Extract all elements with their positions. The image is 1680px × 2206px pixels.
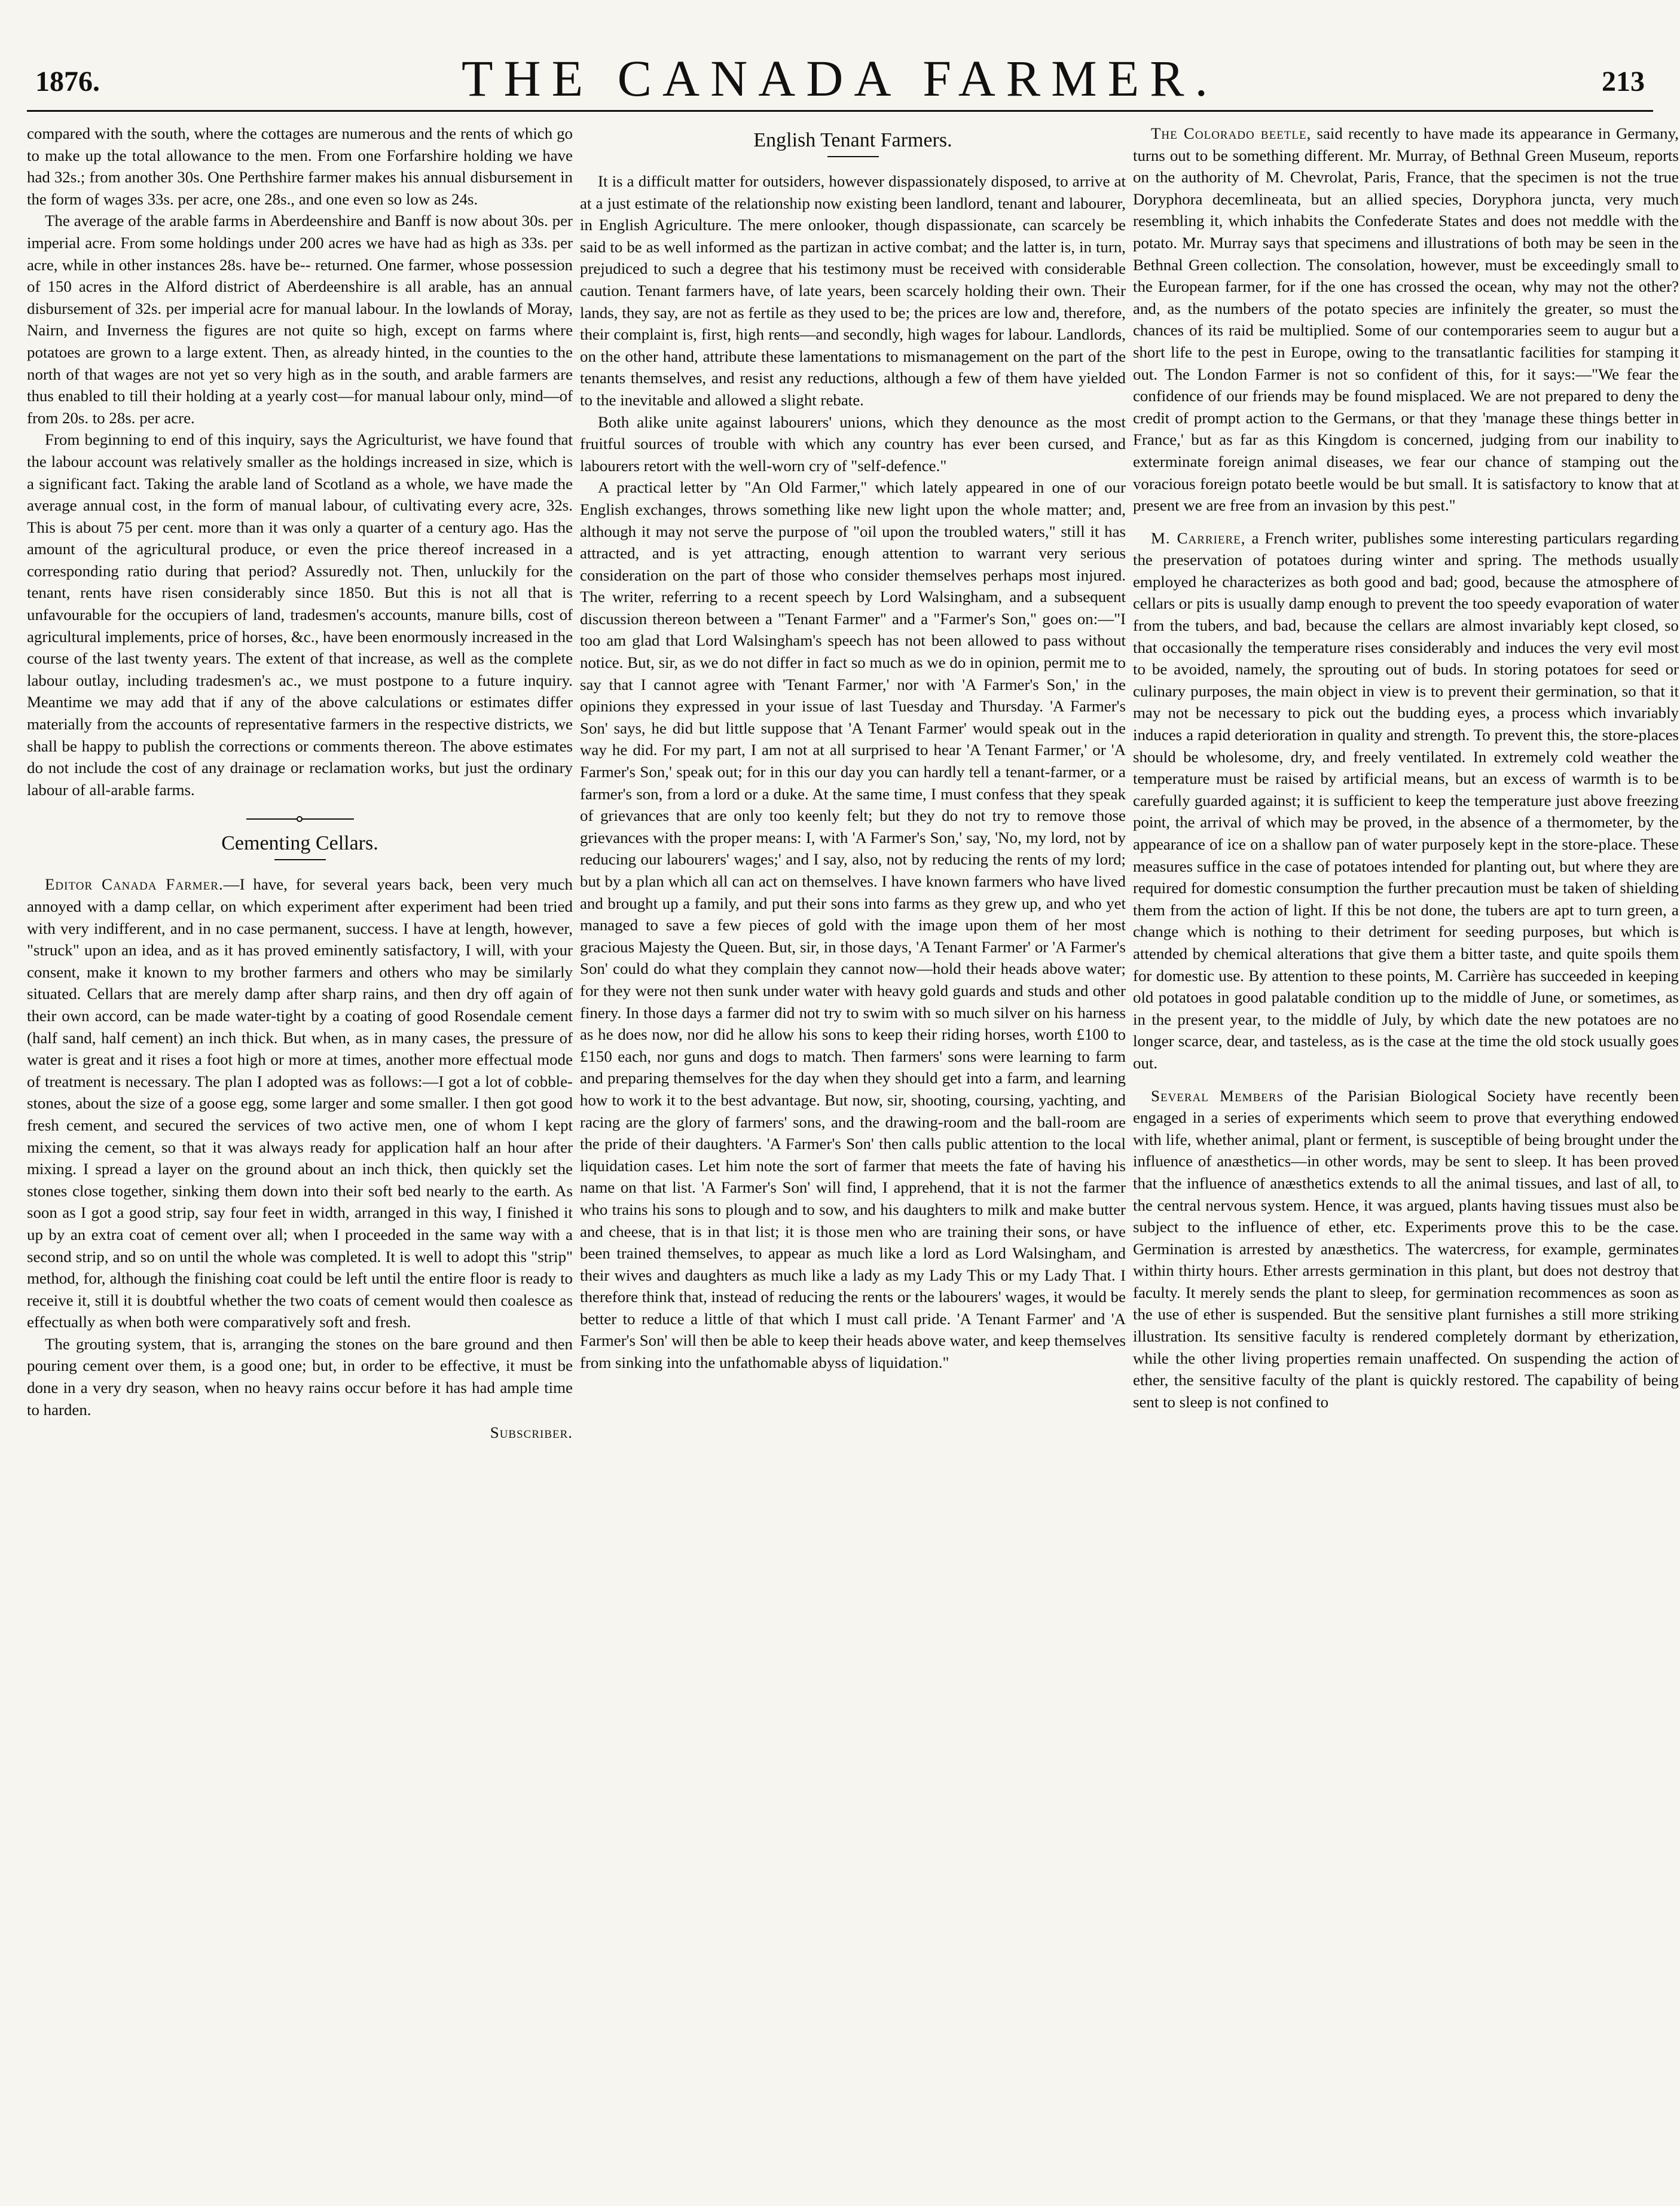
masthead [27, 43, 1653, 112]
article-paragraph [27, 873, 573, 1333]
paragraph-text: said recently to have made its appearance in Germany, turns out to be something different. Mr. Murray, of Bethnal Green Museum, reports on the authority of M. Chevrolat, Paris, France, that the specimen is not the true Doryphora decemlineata, but an allied species, Doryphora juncta, very much resembling it, which inhabits the Confederate States and does not meddle with the potato. Mr. Murray says that specimens and illustrations of both may be seen in the Bethnal Green collection. The consolation, however, must be exceedingly small to the European farmer, for if the one has crossed the ocean, why may not the other? and, as the numbers of the potato species are infinitely the greater, so must the chances of its raid be multiplied. Some of our contemporaries seem to augur but a short life to the pest in Europe, owing to the transatlantic facilities for stamping it out. The London Farmer is not so confident of this, for it says:—"We fear the confidence of our friends may be found misplaced. We are not prepared to deny the credit of prompt action to the Germans, or that they 'manage these things better in France,' but as far as this Kingdom is concerned, judging from our inability to exterminate foreign animal diseases, we fear our chance of stamping out the voracious foreign potato beetle would be but small. It is satisfactory to know that at present we are free from an invasion by this pest." [1133, 124, 1679, 515]
letter-body: —I have, for several years back, been very much annoyed with a damp cellar, on which experiment after experiment had been tried with very indifferent, and in no case permanent, success. I have at length, however, "struck" upon an idea, and as it has proved eminently satisfactory, I will, with your consent, make it known to my brother farmers and others who may be similarly situated. Cellars that are merely damp after sharp rains, and then dry off again of their own accord, can be made water-tight by a coating of good Rosendale cement (half sand, half cement) an inch thick. But when, as in many cases, the pressure of water is great and it rises a foot high or more at times, another more effectual mode of treatment is necessary. The plan I adopted was as follows:—I got a lot of cobble-stones, about the size of a goose egg, some larger and some smaller. I then got good fresh cement, and secured the services of two active men, one of whom I kept mixing the cement, so that it was always ready for application half an hour after mixing. I spread a layer on the ground about an inch thick, then quickly set the stones close together, sinking them down into their soft bed nearly to the earth. As soon as I got a good strip, say four feet in width, arranged in this way, I finished it up by an extra coat of cement over all; when I proceeded in the same way with a second strip, and so on until the whole was completed. It is well to adopt this "strip" method, for, although the finishing coat could be left until the entire floor is ready to receive it, still it is doubtful whether the two coats of cement would then coalesce as effectually as when both were comparatively soft and fresh. [27, 875, 573, 1331]
paragraph-lead: The Colorado beetle, [1151, 124, 1312, 142]
article-paragraph [1133, 527, 1679, 1074]
article-paragraph: It is a difficult matter for outsiders, however dispassionately disposed, to arrive at at a just estimate of the relationship now existing been landlord, tenant and labourer, in English Agriculture. The mere onlooker, though dispassionate, can scarcely be said to be as well informed as the partizan in active combat; and the latter is, in turn, prejudiced to such a degree that his testimony must be received with considerable caution. Tenant farmers have, of late years, been scarcely holding their own. Their lands, they say, are not as fertile as they used to be; the prices are low and, therefore, their complaint is, first, high rents—and secondly, high wages for labour. Landlords, on the other hand, attribute these lamentations to mismanagement on the part of the tenants themselves, and resist any reductions, although a few of them have yielded to the inevitable and allowed a slight rebate. [580, 172, 1126, 409]
column-1 [27, 123, 573, 2170]
article-heading: Cementing Cellars. [221, 832, 378, 855]
paragraph-lead: M. Carriere, [1151, 528, 1246, 547]
paragraph-lead: Several Members [1151, 1086, 1284, 1105]
heading-rule [274, 859, 326, 860]
article-heading: English Tenant Farmers. [753, 129, 952, 151]
article-paragraph: Both alike unite against labourers' unions, which they denounce as the most fruitful sources of trouble with which any country has ever been cursed, and labourers retort with the well-worn cry of "self-defence." [580, 413, 1126, 475]
paragraph-text: of the Parisian Biological Society have recently been engaged in a series of experiments which seem to prove that everything endowed with life, whether animal, plant or ferment, is susceptible of being brought under the influence of anæsthetics—in other words, may be sent to sleep. It has been proved that the influence of anæsthetics extends to all the animal tissues, and last of all, to the central nervous system. Hence, it was argued, plants having tissues must also be subject to the influence of ether, etc. Experiments prove this to be the case. Germination is arrested by anæsthetics. The watercress, for example, germinates within thirty hours. Ether arrests germination in this plant, but does not destroy that faculty. It merely sends the plant to sleep, for germination recommences as soon as the use of ether is suspended. But the sensitive plant furnishes a still more striking illustration. Its sensitive faculty is rendered completely dormant by etherization, while the other living properties remain unaffected. On suspending the action of ether, the sensitive faculty of the plant is quickly restored. The capability of being sent to sleep is not confined to [1133, 1086, 1679, 1411]
article-paragraph: The grouting system, that is, arranging the stones on the bare ground and then pouring cement over them, is a good one; but, in order to be effective, it must be done in a very dry season, when no heavy rains occur before it has had ample time to harden. [27, 1334, 573, 1419]
article-paragraph: compared with the south, where the cottages are numerous and the rents of which go to make up the total allowance to the men. From one Forfarshire holding we have had 32s.; from another 30s. One Perthshire farmer makes his annual disbursement in the form of wages 33s. per acre, one 28s., and one even so low as 24s. [27, 124, 573, 208]
article-columns [27, 123, 1679, 2170]
heading-rule [827, 156, 879, 157]
salutation: Editor Canada Farmer. [45, 875, 224, 894]
article-paragraph: The average of the arable farms in Aberdeenshire and Banff is now about 30s. per imperial acre. From some holdings under 200 acres we have had as high as 33s. per acre, while in other instances 28s. have be-- returned. One farmer, whose possession of 150 acres in the Alford district of Aberdeenshire is all arable, has an annual disbursement of 32s. per imperial acre for manual labour. In the lowlands of Moray, Nairn, and Inverness the figures are not quite so high, except on farms where potatoes are grown to a large extent. Then, as already hinted, in the counties to the north of that wages are not yet so very high as in the south, and arable farmers are thus enabled to till their holding at a yearly cost—for manual labour only, mind—of from 20s. to 28s. per acre. [27, 212, 573, 427]
paragraph-text: a French writer, publishes some interesting particulars regarding the preservation of potatoes during winter and spring. The methods usually employed he characterizes as both good and bad; good, because the atmosphere of cellars or pits is usually damp enough to prevent the too speedy evaporation of water from the tubers, and bad, because the cellars are almost invariably kept closed, so that occasionally the temperature rises considerably and induces the very evil most to be avoided, namely, the sprouting out of buds. In storing potatoes for seed or culinary purposes, the main object in view is to prevent their germination, so that it may not be necessary to pick out the budding eyes, a process which invariably induces a rapid deterioration in quality and strength. To prevent this, the store-places should be wholesome, dry, and freely ventilated. In extremely cold weather the temperature must be raised by artificial means, but an excess of warmth is to be carefully guarded against; it is sufficient to keep the temperature just above freezing point, the arrival of which may be proved, in the absence of a thermometer, by the appearance of ice on a shallow pan of water purposely kept in the store-place. These measures suffice in the case of potatoes intended for planting out, but where they are required for domestic consumption the further precaution must be taken of shielding them from the action of light. If this be not done, the tubers are apt to turn green, a change which is nothing to their detriment for seeding purposes, but which is attended by chemical alterations that give them a bitter taste, and quite spoils them for domestic use. By attention to these points, M. Carrière has succeeded in keeping old potatoes in good palatable condition up to the middle of June, or sometimes, as in the present year, to the middle of July, by which date the new potatoes are no longer scarce, dear, and tasteless, as is the case at the time the old stock usually goes out. [1133, 528, 1679, 1072]
article-paragraph [1133, 123, 1679, 517]
column-3 [1133, 123, 1679, 2170]
letter-signature: Subscriber. [490, 1423, 573, 1442]
column-2 [580, 123, 1126, 2170]
article-paragraph: A practical letter by "An Old Farmer," which lately appeared in one of our English exchanges, throws something like new light upon the whole matter; and, although it may not serve the purpose of "oil upon the troubled waters," still it has attracted, and is yet attracting, enough attention to warrant very serious consideration on the part of those who consider themselves perhaps most injured. The writer, referring to a recent speech by Lord Walsingham, and a subsequent discussion thereon between a "Tenant Farmer" and a "Farmer's Son," goes on:—"I too am glad that Lord Walsingham's speech has not been allowed to pass without notice. But, sir, as we do not differ in fact so much as we do in opinion, permit me to say that I cannot agree with 'Tenant Farmer,' nor with 'A Farmer's Son,' in the opinions they expressed in your issue of last Tuesday and Thursday. 'A Farmer's Son' says, he did but little suppose that 'A Tenant Farmer' would speak out in the way he did. For my part, I am not at all surprised to hear 'A Tenant Farmer,' or 'A Farmer's Son,' speak out; for in this our day you can hardly tell a tenant-farmer, or a farmer's son, from a lord or a duke. At the same time, I must confess that they speak of grievances that are only too keenly felt; but they do not try to remove those grievances with the proper means: I, with 'A Farmer's Son,' say, 'No, my lord, not by reducing our labourers' wages;' and I say, also, not by reducing the rents of my lord; but by a plan which all can act on themselves. I have known farmers who have lived and brought up a family, and put their sons into farms as they grew up, and who yet managed to save a few pieces of gold with the image upon them of her most gracious Majesty the Queen. But, sir, in those days, 'A Tenant Farmer' or 'A Farmer's Son' could do what they complain they cannot now—hold their heads above water; for they were not then sunk under water with heavy gold guards and studs and other finery. In those days a farmer did not try to swim with so much silver on his harness as he does now, nor did he allow his sons to keep their riding horses, worth £100 to £150 each, nor guns and dogs to match. Then farmers' sons were learning to farm and preparing themselves for the day when they should get into a farm, and learning how to work it to the best advantage. But now, sir, shooting, coursing, yachting, and racing are the glory of farmers' sons, and the drawing-room and the ball-room are the pride of their daughters. 'A Farmer's Son' then calls public attention to the local liquidation cases. Let him note the sort of farmer that meets the fate of having his name on that list. 'A Farmer's Son' will find, I apprehend, that it is not the farmer who trains his sons to plough and to sow, and his daughters to milk and make butter and cheese, that is in that list; it is those men who are training their sons, or have been trained themselves, to appear as much like a lord as Lord Walsingham, and their wives and daughters as much like a lady as my Lady This or my Lady That. I therefore think that, instead of reducing the rents or the labourers' wages, it would be better to reduce a little of that which I must call pride. 'A Tenant Farmer' and 'A Farmer's Son' will then be able to keep their heads above water, and keep themselves from sinking into the unfathomable abyss of liquidation." [580, 478, 1126, 1372]
article-paragraph [1133, 1085, 1679, 1413]
section-divider [246, 816, 354, 822]
newspaper-title: THE CANADA FARMER. [461, 50, 1219, 107]
issue-year: 1876. [35, 66, 100, 97]
page-number: 213 [1602, 66, 1645, 97]
article-paragraph: From beginning to end of this inquiry, says the Agriculturist, we have found that the labour account was relatively smaller as the holdings increased in size, which is a significant fact. Taking the arable land of Scotland as a whole, we have made the average annual cost, in the form of manual labour, of cultivating every acre, 32s. This is about 75 per cent. more than it was only a quarter of a century ago. Has the amount of the agricultural produce, or even the price thereof increased in a corresponding ratio during that period? Assuredly not. Then, unluckily for the tenant, rents have risen considerably since 1850. But this is not all that is unfavourable for the occupiers of land, tradesmen's accounts, manure bills, cost of agricultural implements, price of horses, &c., have been enormously increased in the course of the last twenty years. The extent of that increase, as well as the complete labour outlay, including tradesmen's ac., we must postpone to a future inquiry. Meantime we may add that if any of the above calculations or estimates differ materially from the accounts of representative farmers in the respective districts, we shall be happy to publish the corrections or comments thereon. The above estimates do not include the cost of any drainage or reclamation works, but just the ordinary labour of all-arable farms. [27, 430, 573, 799]
